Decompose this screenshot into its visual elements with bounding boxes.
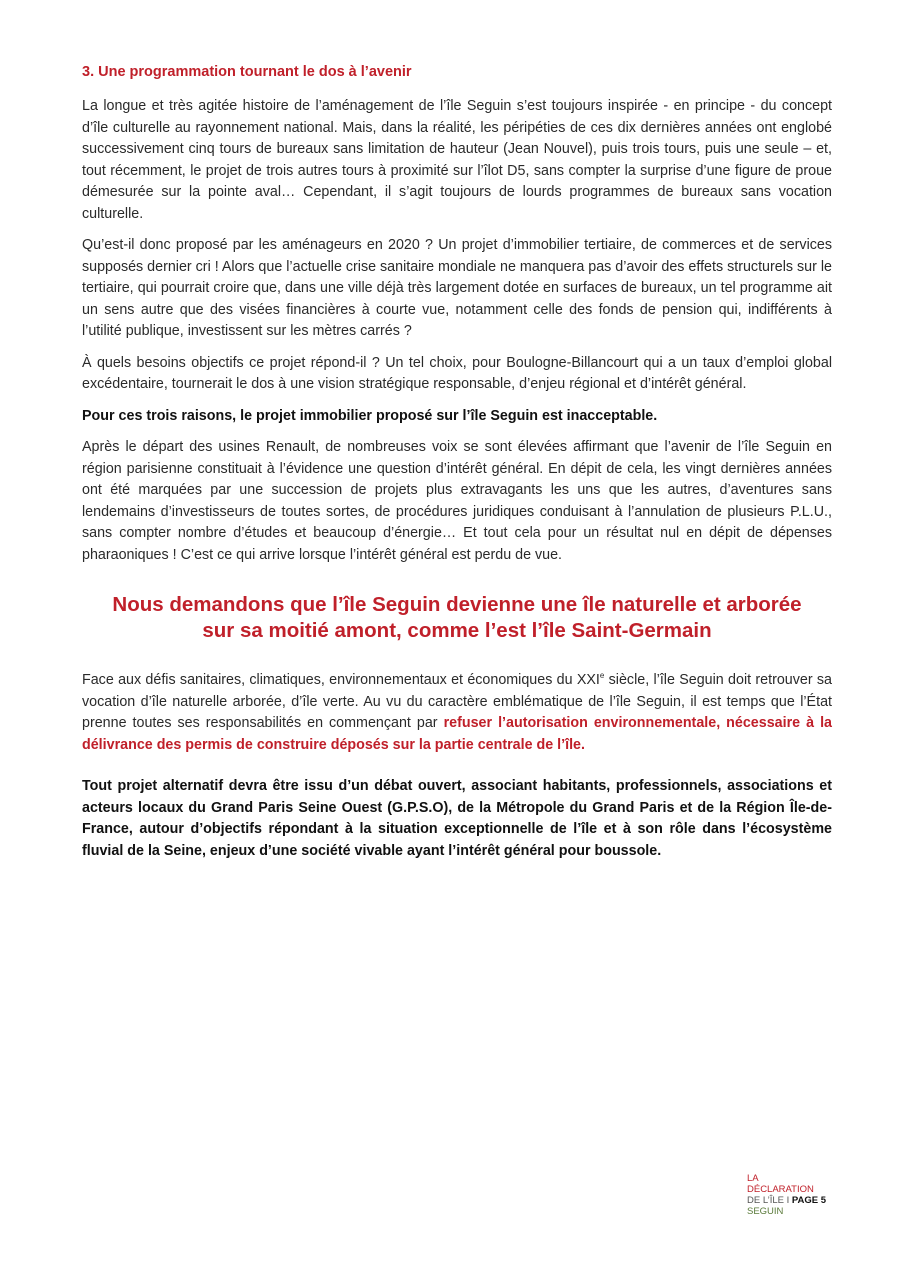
paragraph-history: La longue et très agitée histoire de l’aménagement de l’île Seguin s’est toujours inspirée - en principe - du concept d’île culturelle au rayonnement national. Mais, dans la réalité, les péripéties de ces dix dernières années ont englobé successivement cinq tours de bureaux sans limitation de hauteur (Jean Nouvel), puis trois tours, puis une seule – et, tout récemment, le projet de trois autres tours à proximité sur l’îlot D5, sans compter la surprise d’une figure de proue démesurée sur la pointe aval… Cependant, il s’agit toujours de lourds programmes de bureaux sans vocation culturelle. (82, 98, 832, 222)
section-title: 3. Une programmation tournant le dos à l’avenir (82, 64, 412, 80)
demand-text-2: siècle, l’île Seguin doit retrouver sa vocation d’île naturelle arborée, d’île verte. Au vu du caractère emblématique de l’île Seguin, il est temps que l’État prenne toutes ses responsabilités en commençant par (82, 672, 833, 731)
document-page (82, 62, 832, 872)
headline-line-1: Nous demandons que l’île Seguin devienne une île naturelle et arborée (112, 593, 802, 616)
footer-ile-text: DE L’ÎLE (747, 1195, 784, 1206)
century-superscript: e (599, 671, 605, 681)
paragraph-needs: À quels besoins objectifs ce projet répond-il ? Un tel choix, pour Boulogne-Billancourt qui a un taux d’emploi global excédentaire, tournerait le dos à une vision stratégique responsable, d’enjeu régional et d’intérêt général. (82, 354, 832, 392)
footer-line-seguin: SEGUIN (747, 1206, 784, 1217)
demand-text-1: Face aux défis sanitaires, climatiques, environnementaux et économiques du XXI (82, 672, 600, 688)
footer-separator: I (783, 1195, 792, 1206)
demand-highlight: refuser l’autorisation environnementale, nécessaire à la délivrance des permis de construire déposés sur la partie centrale de l’île. (82, 715, 832, 753)
page-footer (747, 1173, 826, 1217)
page-number: PAGE 5 (791, 1195, 827, 1206)
paragraph-alternative: Tout projet alternatif devra être issu d’un débat ouvert, associant habitants, professionnels, associations et acteurs locaux du Grand Paris Seine Ouest (G.P.S.O), de la Métropole du Grand Paris et de la Région Île-de-France, autour d’objectifs répondant à la situation exceptionnelle de l’île et à son rôle dans l’écosystème fluvial de la Seine, enjeux d’une société vivable ayant l’intérêt général pour boussole. (82, 778, 832, 859)
paragraph-proposal: Qu’est-il donc proposé par les aménageurs en 2020 ? Un projet d’immobilier tertiaire, de commerces et de services supposés dernier cri ! Alors que l’actuelle crise sanitaire mondiale ne manquera pas d’avoir des effets structurels sur le tertiaire, qui pourrait croire que, dans une ville déjà très largement dotée en surfaces de bureaux, un tel programme ait un sens autre que des visées financières à courte vue, notamment celle des fonds de pension qui, indifférents à l’utilité publique, investissent sur les mètres carrés ? (82, 237, 832, 339)
headline-line-2: sur sa moitié amont, comme l’est l’île Saint-Germain (202, 619, 712, 642)
paragraph-demand (82, 670, 832, 756)
footer-line-la: LA (747, 1173, 759, 1184)
footer-line-declaration: DÉCLARATION (747, 1184, 814, 1195)
paragraph-conclusion: Pour ces trois raisons, le projet immobilier proposé sur l’île Seguin est inacceptable. (82, 407, 658, 424)
demand-headline (82, 592, 832, 644)
paragraph-renault: Après le départ des usines Renault, de nombreuses voix se sont élevées affirmant que l’avenir de l’île Seguin en région parisienne constituait à l’évidence une question d’intérêt général. En dépit de cela, les vingt dernières années ont été marquées par une succession de projets plus extravagants les uns que les autres, d’aventures sans lendemains d’investisseurs de toutes sortes, de procédures juridiques conduisant à l’annulation de plusieurs P.L.U., sans compter nombre d’études et beaucoup d’énergie… Et tout cela pour un résultat nul en dépit de dépenses pharaoniques ! C’est ce qui arrive lorsque l’intérêt général est perdu de vue. (82, 439, 832, 563)
footer-line-ile (747, 1195, 826, 1206)
